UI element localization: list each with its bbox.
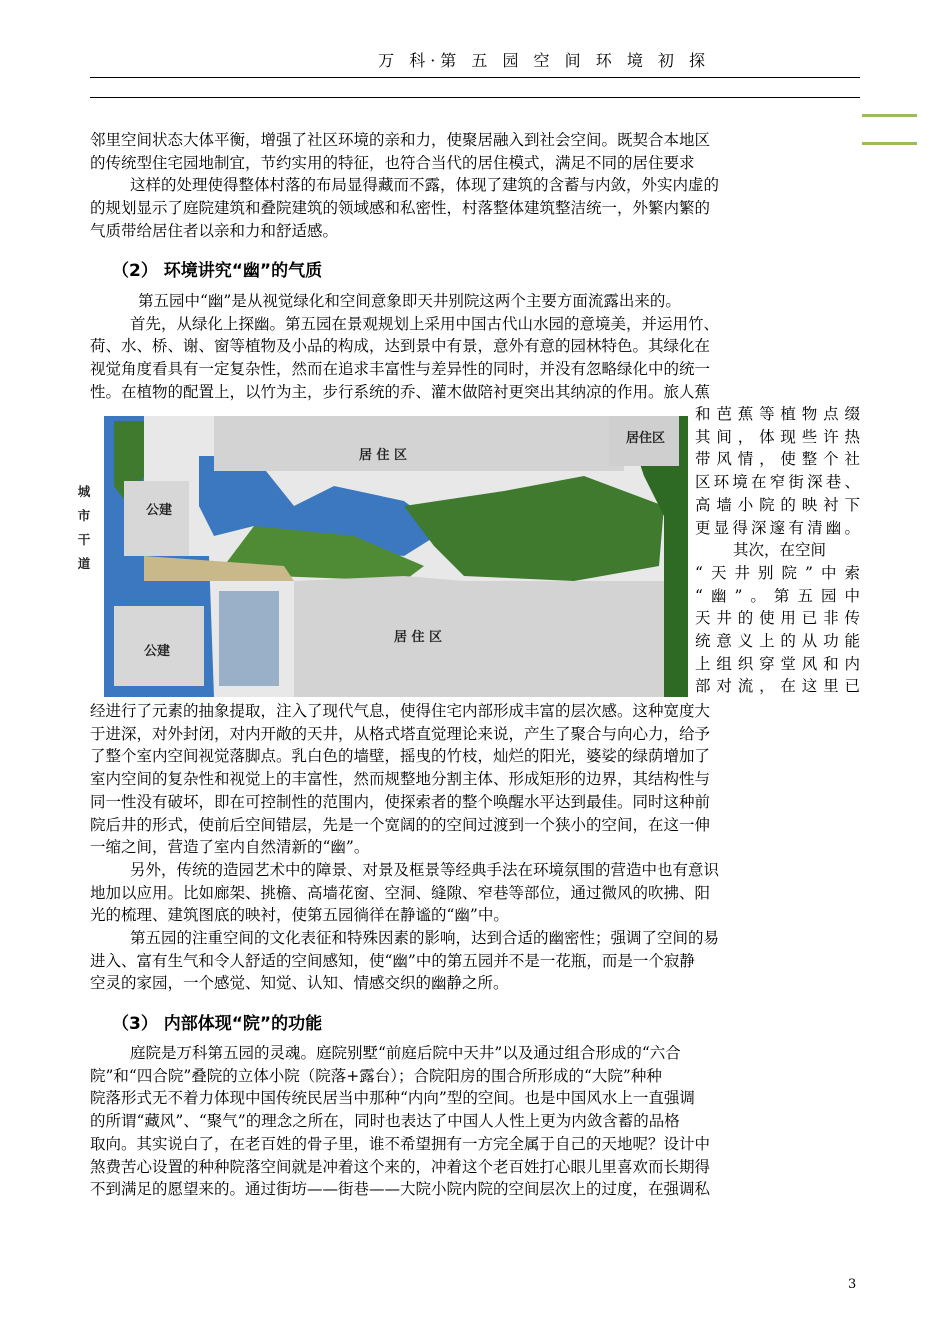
text-line: 其间，体现些许热 [695, 427, 860, 446]
text-line: 上组织穿堂风和内 [695, 654, 860, 673]
label-char: 干 [77, 532, 91, 547]
text-line: 带风情，使整个社 [695, 450, 860, 469]
text-line: 高墙小院的映衬下 [695, 495, 860, 514]
margin-accent-bar [862, 114, 917, 117]
text-line: 这样的处理使得整体村落的布局显得藏而不露，体现了建筑的含蓄与内敛，外实内虚的 [130, 176, 720, 195]
section-2-paragraphs [90, 290, 860, 404]
margin-accent-bar [862, 142, 917, 145]
text-line: 院后井的形式，使前后空间错层，先是一个宽阔的的空间过渡到一个狭小的空间，在这一伸 [90, 815, 711, 834]
text-line: 光的梳理、建筑图底的映衬，使第五园徜徉在静谧的“幽”中。 [90, 906, 509, 925]
text-line: 天井的使用已非传 [695, 609, 860, 628]
label-char: 城 [77, 484, 91, 499]
text-line: 第五园中“幽”是从视觉绿化和空间意象即天井别院这两个主要方面流露出来的。 [138, 292, 681, 310]
text-line: 同一性没有破坏，即在可控制性的范围内，使探索者的整个唤醒水平达到最佳。同时这种前 [90, 792, 711, 811]
text-line: 和芭蕉等植物点缀 [695, 405, 860, 423]
text-line: 另外，传统的造园艺术中的障景、对景及框景等经典手法在环境氛围的营造中也有意识 [130, 860, 720, 879]
section-2-continued [90, 700, 860, 995]
label-char: 道 [77, 556, 91, 571]
text-line: 更显得深邃有清幽。 [695, 518, 860, 537]
text-line: 部对流，在这里已 [695, 677, 860, 696]
section-3-paragraphs [90, 1042, 860, 1201]
text-line: 性。在植物的配置上，以竹为主，步行系统的乔、灌木做陪衬更突出其纳凉的作用。旅人蕉 [90, 382, 711, 401]
text-line: 经进行了元素的抽象提取，注入了现代气息，使得住宅内部形成丰富的层次感。这种宽度大 [90, 702, 711, 720]
text-line: 的传统型住宅园地制宜，节约实用的特征，也符合当代的居住模式，满足不同的居住要求 [90, 153, 695, 172]
city-road-label [75, 480, 93, 576]
text-line: 院”和“四合院”叠院的立体小院（院落+露台）；合院阳房的围合所形成的“大院”种种 [90, 1066, 662, 1085]
label-residential-top: 居 住 区 [359, 448, 408, 463]
building-residential-center [294, 576, 664, 697]
text-line: 庭院是万科第五园的灵魂。庭院别墅“前庭后院中天井”以及通过组合形成的“六合 [130, 1044, 681, 1062]
wrap-column-text [695, 403, 860, 698]
text-line: “幽”。第五园中 [695, 586, 860, 605]
label-public-top: 公建 [146, 503, 173, 518]
text-line: 的所谓“藏风”、“聚气”的理念之所在，同时也表达了中国人人性上更为内敛含蓄的品格 [90, 1112, 680, 1131]
header-rule-top [90, 77, 860, 78]
text-line: “天井别院”中索 [695, 563, 860, 582]
text-line: 荷、水、桥、谢、窗等植物及小品的构成，达到景中有景，意外有意的园林特色。其绿化在 [90, 337, 711, 356]
text-line: 不到满足的愿望来的。通过街坊——街巷——大院小院内院的空间层次上的过度，在强调私 [90, 1180, 711, 1199]
text-line: 首先，从绿化上探幽。第五园在景观规划上采用中国古代山水园的意境美，并运用竹、 [130, 314, 720, 333]
text-line: 院落形式无不着力体现中国传统民居当中那种“内向”型的空间。也是中国风水上一直强调 [90, 1089, 695, 1108]
text-line: 一缩之间，营造了室内自然清新的“幽”。 [90, 838, 370, 857]
text-line: 煞费苦心设置的种种院落空间就是冲着这个来的，冲着这个老百姓打心眼儿里喜欢而长期得 [90, 1157, 711, 1176]
text-line: 气质带给居住者以亲和力和舒适感。 [90, 221, 339, 240]
label-residential-center: 居 住 区 [394, 630, 443, 645]
building-bridge [219, 591, 279, 686]
intro-paragraphs [90, 129, 860, 243]
text-line: 空灵的家园，一个感觉、知觉、认知、情感交织的幽静之所。 [90, 974, 509, 993]
section-heading-3: （3） 内部体现“院”的功能 [112, 1014, 323, 1034]
label-residential-right: 居住区 [626, 431, 666, 446]
text-line: 邻里空间状态大体平衡，增强了社区环境的亲和力，使聚居融入到社会空间。既契合本地区 [90, 131, 711, 149]
site-plan-map [104, 416, 688, 697]
text-line: 其次，在空间 [733, 541, 827, 560]
text-line: 区环境在窄街深巷、 [695, 473, 860, 492]
text-line: 取向。其实说白了，在老百姓的骨子里，谁不希望拥有一方完全属于自己的天地呢？设计中 [90, 1134, 711, 1153]
text-line: 进入、富有生气和令人舒适的空间感知，使“幽”中的第五园并不是一花瓶，而是一个寂静 [90, 951, 695, 970]
building-residential-top [214, 416, 624, 471]
text-line: 室内空间的复杂性和视觉上的丰富性，然而规整地分割主体、形成矩形的边界，其结构性与 [90, 770, 711, 789]
text-line: 了整个室内空间视觉落脚点。乳白色的墙壁，摇曳的竹枝，灿烂的阳光，婆娑的绿荫增加了 [90, 747, 711, 766]
text-line: 于进深，对外封闭，对内开敞的天井，从格式塔直觉理论来说，产生了聚合与向心力，给予 [90, 724, 711, 743]
text-line: 的规划显示了庭院建筑和叠院建筑的领域感和私密性，村落整体建筑整洁统一，外繁内繁的 [90, 199, 711, 218]
label-public-bottom: 公建 [144, 644, 171, 659]
text-line: 地加以应用。比如廊架、挑檐、高墙花窗、空洞、缝隙、窄巷等部位，通过微风的吹拂、阳 [90, 883, 711, 902]
label-char: 市 [77, 508, 91, 523]
running-header: 万 科·第 五 园 空 间 环 境 初 探 [378, 51, 710, 70]
text-line: 第五园的注重空间的文化表征和特殊因素的影响，达到合适的幽密性；强调了空间的易 [130, 929, 720, 948]
text-line: 视觉角度看具有一定复杂性，然而在追求丰富性与差异性的同时，并没有忽略绿化中的统一 [90, 360, 711, 379]
building-public-top [124, 481, 189, 556]
page-number: 3 [848, 1277, 857, 1292]
header-rule-bottom [90, 97, 860, 98]
section-heading-2: （2） 环境讲究“幽”的气质 [112, 261, 323, 281]
text-line: 统意义上的从功能 [695, 632, 860, 651]
